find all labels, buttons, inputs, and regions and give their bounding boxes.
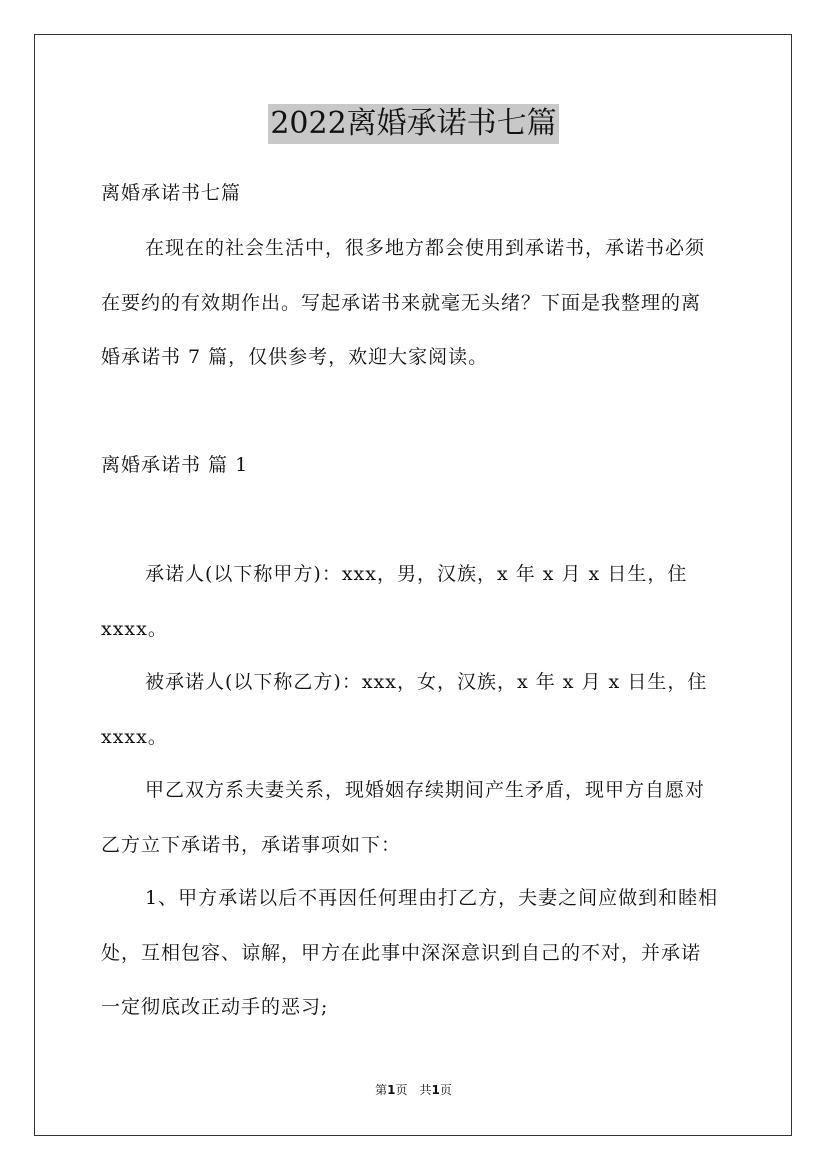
footer-suffix: 页 <box>439 1083 452 1097</box>
body-line-3: 被承诺人(以下称乙方)：xxx，女，汉族，x 年 x 月 x 日生，住 <box>145 671 708 693</box>
section-heading: 离婚承诺书 篇 1 <box>101 454 249 476</box>
intro-line-2: 在要约的有效期作出。写起承诺书来就毫无头绪？下面是我整理的离 <box>101 292 702 314</box>
body-line-7: 1、甲方承诺以后不再因任何理由打乙方，夫妻之间应做到和睦相 <box>145 887 719 909</box>
footer-page-current: 1 <box>387 1083 396 1097</box>
body-line-6: 乙方立下承诺书，承诺事项如下： <box>101 834 402 856</box>
intro-line-1: 在现在的社会生活中，很多地方都会使用到承诺书，承诺书必须 <box>145 237 706 259</box>
body-line-4: xxxx。 <box>101 726 168 748</box>
body-line-1: 承诺人(以下称甲方)：xxx，男，汉族，x 年 x 月 x 日生，住 <box>145 563 688 585</box>
title-container <box>0 104 827 144</box>
body-line-8: 处，互相包容、谅解，甲方在此事中深深意识到自己的不对，并承诺 <box>101 942 702 964</box>
intro-line-3: 婚承诺书 7 篇，仅供参考，欢迎大家阅读。 <box>101 346 489 368</box>
page-footer <box>0 1082 827 1098</box>
footer-prefix: 第 <box>375 1083 388 1097</box>
body-line-5: 甲乙双方系夫妻关系，现婚姻存续期间产生矛盾，现甲方自愿对 <box>145 779 706 801</box>
body-line-2: xxxx。 <box>101 618 168 640</box>
body-line-9: 一定彻底改正动手的恶习; <box>101 996 329 1018</box>
footer-page-total: 1 <box>431 1083 440 1097</box>
document-title: 2022离婚承诺书七篇 <box>268 104 558 144</box>
document-subtitle: 离婚承诺书七篇 <box>101 182 242 204</box>
footer-mid: 页 共 <box>395 1083 432 1097</box>
